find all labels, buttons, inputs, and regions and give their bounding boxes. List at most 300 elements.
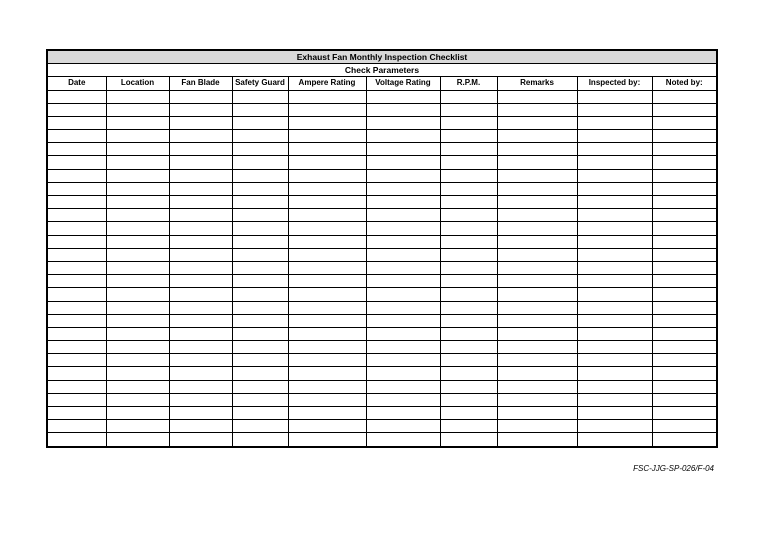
table-cell[interactable] [440, 261, 497, 274]
table-cell[interactable] [440, 301, 497, 314]
table-cell[interactable] [497, 143, 577, 156]
table-cell[interactable] [48, 433, 106, 446]
table-cell[interactable] [106, 314, 169, 327]
table-cell[interactable] [288, 248, 366, 261]
table-cell[interactable] [48, 116, 106, 129]
table-cell[interactable] [497, 354, 577, 367]
table-cell[interactable] [652, 261, 716, 274]
table-cell[interactable] [577, 261, 652, 274]
table-cell[interactable] [652, 90, 716, 103]
table-row [48, 116, 716, 129]
table-cell[interactable] [366, 182, 440, 195]
table-cell[interactable] [652, 116, 716, 129]
table-cell[interactable] [652, 301, 716, 314]
table-cell[interactable] [366, 301, 440, 314]
table-cell[interactable] [577, 380, 652, 393]
table-cell[interactable] [440, 327, 497, 340]
table-row [48, 380, 716, 393]
table-cell[interactable] [106, 393, 169, 406]
table-cell[interactable] [232, 130, 288, 143]
table-cell[interactable] [440, 407, 497, 420]
table-cell[interactable] [169, 116, 232, 129]
table-cell[interactable] [288, 169, 366, 182]
table-cell[interactable] [106, 103, 169, 116]
table-cell[interactable] [440, 156, 497, 169]
table-row [48, 261, 716, 274]
table-cell[interactable] [48, 275, 106, 288]
table-cell[interactable] [48, 169, 106, 182]
table-cell[interactable] [169, 288, 232, 301]
table-cell[interactable] [497, 261, 577, 274]
table-cell[interactable] [48, 182, 106, 195]
table-cell[interactable] [288, 433, 366, 446]
table-cell[interactable] [440, 235, 497, 248]
table-cell[interactable] [48, 143, 106, 156]
table-cell[interactable] [288, 222, 366, 235]
table-cell[interactable] [577, 393, 652, 406]
table-cell[interactable] [106, 235, 169, 248]
table-cell[interactable] [48, 103, 106, 116]
table-cell[interactable] [48, 209, 106, 222]
table-cell[interactable] [106, 196, 169, 209]
table-cell[interactable] [652, 103, 716, 116]
table-cell[interactable] [106, 275, 169, 288]
table-cell[interactable] [288, 90, 366, 103]
table-cell[interactable] [652, 182, 716, 195]
table-cell[interactable] [169, 103, 232, 116]
table-cell[interactable] [169, 275, 232, 288]
table-cell[interactable] [232, 222, 288, 235]
table-cell[interactable] [497, 314, 577, 327]
table-cell[interactable] [497, 248, 577, 261]
table-cell[interactable] [366, 116, 440, 129]
table-cell[interactable] [48, 288, 106, 301]
table-cell[interactable] [497, 209, 577, 222]
table-cell[interactable] [169, 380, 232, 393]
table-cell[interactable] [440, 420, 497, 433]
table-cell[interactable] [366, 380, 440, 393]
table-cell[interactable] [577, 90, 652, 103]
table-cell[interactable] [652, 288, 716, 301]
table-cell[interactable] [440, 275, 497, 288]
table-cell[interactable] [577, 196, 652, 209]
table-cell[interactable] [232, 407, 288, 420]
table-cell[interactable] [366, 275, 440, 288]
table-cell[interactable] [577, 327, 652, 340]
table-cell[interactable] [232, 341, 288, 354]
table-cell[interactable] [652, 248, 716, 261]
table-cell[interactable] [497, 90, 577, 103]
table-cell[interactable] [577, 288, 652, 301]
table-cell[interactable] [288, 116, 366, 129]
table-cell[interactable] [440, 354, 497, 367]
table-cell[interactable] [497, 433, 577, 446]
table-row [48, 90, 716, 103]
table-cell[interactable] [366, 143, 440, 156]
table-cell[interactable] [577, 182, 652, 195]
table-cell[interactable] [288, 380, 366, 393]
table-cell[interactable] [232, 327, 288, 340]
table-cell[interactable] [232, 261, 288, 274]
table-cell[interactable] [366, 248, 440, 261]
table-cell[interactable] [577, 156, 652, 169]
table-cell[interactable] [288, 341, 366, 354]
table-cell[interactable] [366, 393, 440, 406]
table-cell[interactable] [288, 314, 366, 327]
table-cell[interactable] [577, 222, 652, 235]
table-cell[interactable] [497, 367, 577, 380]
table-row [48, 275, 716, 288]
table-cell[interactable] [288, 261, 366, 274]
table-cell[interactable] [106, 341, 169, 354]
table-row [48, 156, 716, 169]
table-cell[interactable] [288, 235, 366, 248]
table-cell[interactable] [440, 143, 497, 156]
table-cell[interactable] [232, 354, 288, 367]
table-row [48, 182, 716, 195]
table-row [48, 222, 716, 235]
table-cell[interactable] [106, 130, 169, 143]
table-cell[interactable] [577, 209, 652, 222]
table-cell[interactable] [440, 380, 497, 393]
table-cell[interactable] [106, 367, 169, 380]
checklist-table [48, 77, 716, 446]
table-cell[interactable] [497, 393, 577, 406]
table-cell[interactable] [440, 130, 497, 143]
table-cell[interactable] [440, 116, 497, 129]
column-header-row [48, 77, 716, 90]
table-cell[interactable] [48, 235, 106, 248]
table-cell[interactable] [440, 103, 497, 116]
table-cell[interactable] [440, 433, 497, 446]
table-cell[interactable] [652, 420, 716, 433]
table-row [48, 327, 716, 340]
table-cell[interactable] [366, 327, 440, 340]
table-cell[interactable] [106, 222, 169, 235]
table-cell[interactable] [440, 393, 497, 406]
table-cell[interactable] [366, 156, 440, 169]
table-cell[interactable] [232, 248, 288, 261]
table-cell[interactable] [366, 341, 440, 354]
table-row [48, 248, 716, 261]
table-cell[interactable] [288, 407, 366, 420]
table-cell[interactable] [577, 103, 652, 116]
table-cell[interactable] [577, 235, 652, 248]
table-cell[interactable] [169, 248, 232, 261]
table-cell[interactable] [577, 407, 652, 420]
table-cell[interactable] [48, 341, 106, 354]
table-cell[interactable] [288, 103, 366, 116]
table-cell[interactable] [440, 169, 497, 182]
table-cell[interactable] [577, 367, 652, 380]
table-cell[interactable] [652, 196, 716, 209]
table-row [48, 130, 716, 143]
table-cell[interactable] [366, 169, 440, 182]
table-cell[interactable] [577, 130, 652, 143]
table-cell[interactable] [48, 261, 106, 274]
table-cell[interactable] [106, 433, 169, 446]
table-cell[interactable] [497, 156, 577, 169]
table-cell[interactable] [652, 367, 716, 380]
table-cell[interactable] [440, 367, 497, 380]
table-cell[interactable] [232, 209, 288, 222]
table-cell[interactable] [288, 420, 366, 433]
table-cell[interactable] [366, 90, 440, 103]
table-cell[interactable] [497, 380, 577, 393]
table-cell[interactable] [48, 301, 106, 314]
table-cell[interactable] [169, 433, 232, 446]
table-cell[interactable] [288, 182, 366, 195]
table-row [48, 393, 716, 406]
table-row [48, 433, 716, 446]
table-cell[interactable] [232, 367, 288, 380]
table-cell[interactable] [288, 209, 366, 222]
table-cell[interactable] [232, 196, 288, 209]
table-cell[interactable] [169, 90, 232, 103]
table-row [48, 103, 716, 116]
table-cell[interactable] [440, 222, 497, 235]
table-cell[interactable] [106, 143, 169, 156]
table-cell[interactable] [48, 327, 106, 340]
table-cell[interactable] [232, 143, 288, 156]
table-cell[interactable] [48, 367, 106, 380]
table-cell[interactable] [232, 288, 288, 301]
table-cell[interactable] [577, 433, 652, 446]
table-cell[interactable] [106, 90, 169, 103]
table-cell[interactable] [577, 143, 652, 156]
table-cell[interactable] [497, 169, 577, 182]
table-cell[interactable] [232, 380, 288, 393]
table-cell[interactable] [169, 143, 232, 156]
table-cell[interactable] [366, 407, 440, 420]
table-cell[interactable] [440, 196, 497, 209]
table-cell[interactable] [169, 341, 232, 354]
table-cell[interactable] [169, 130, 232, 143]
table-cell[interactable] [366, 235, 440, 248]
table-cell[interactable] [48, 380, 106, 393]
table-cell[interactable] [652, 407, 716, 420]
table-cell[interactable] [497, 420, 577, 433]
column-header-voltage-rating: Voltage Rating [366, 77, 440, 90]
table-row [48, 407, 716, 420]
table-cell[interactable] [497, 275, 577, 288]
table-cell[interactable] [366, 222, 440, 235]
table-cell[interactable] [652, 143, 716, 156]
column-header-safety-guard: Safety Guard [232, 77, 288, 90]
table-cell[interactable] [169, 235, 232, 248]
table-cell[interactable] [106, 261, 169, 274]
table-cell[interactable] [497, 301, 577, 314]
table-cell[interactable] [169, 156, 232, 169]
table-cell[interactable] [48, 393, 106, 406]
column-header-fan-blade: Fan Blade [169, 77, 232, 90]
table-cell[interactable] [106, 380, 169, 393]
table-cell[interactable] [288, 393, 366, 406]
table-cell[interactable] [497, 327, 577, 340]
table-cell[interactable] [577, 301, 652, 314]
table-cell[interactable] [440, 314, 497, 327]
table-cell[interactable] [288, 301, 366, 314]
table-cell[interactable] [232, 433, 288, 446]
table-cell[interactable] [366, 433, 440, 446]
table-cell[interactable] [48, 354, 106, 367]
table-cell[interactable] [169, 407, 232, 420]
table-cell[interactable] [106, 420, 169, 433]
table-cell[interactable] [106, 182, 169, 195]
table-cell[interactable] [232, 182, 288, 195]
table-cell[interactable] [106, 248, 169, 261]
table-cell[interactable] [48, 248, 106, 261]
table-cell[interactable] [440, 341, 497, 354]
table-cell[interactable] [169, 420, 232, 433]
table-row [48, 209, 716, 222]
table-cell[interactable] [577, 354, 652, 367]
table-cell[interactable] [169, 367, 232, 380]
table-cell[interactable] [366, 367, 440, 380]
table-cell[interactable] [48, 90, 106, 103]
table-cell[interactable] [169, 169, 232, 182]
table-cell[interactable] [497, 130, 577, 143]
table-cell[interactable] [288, 288, 366, 301]
table-cell[interactable] [366, 354, 440, 367]
table-cell[interactable] [232, 116, 288, 129]
table-cell[interactable] [652, 222, 716, 235]
table-cell[interactable] [577, 169, 652, 182]
table-cell[interactable] [48, 314, 106, 327]
table-cell[interactable] [48, 196, 106, 209]
table-cell[interactable] [652, 433, 716, 446]
table-cell[interactable] [288, 143, 366, 156]
table-cell[interactable] [106, 116, 169, 129]
table-cell[interactable] [652, 341, 716, 354]
table-cell[interactable] [366, 420, 440, 433]
table-row [48, 143, 716, 156]
table-cell[interactable] [577, 341, 652, 354]
table-cell[interactable] [169, 301, 232, 314]
table-cell[interactable] [232, 420, 288, 433]
table-cell[interactable] [288, 367, 366, 380]
table-row [48, 341, 716, 354]
table-row [48, 235, 716, 248]
table-cell[interactable] [232, 275, 288, 288]
table-cell[interactable] [106, 327, 169, 340]
table-cell[interactable] [577, 314, 652, 327]
table-cell[interactable] [169, 327, 232, 340]
table-cell[interactable] [288, 354, 366, 367]
table-cell[interactable] [106, 209, 169, 222]
column-header-date: Date [48, 77, 106, 90]
table-cell[interactable] [497, 116, 577, 129]
table-cell[interactable] [232, 169, 288, 182]
table-cell[interactable] [169, 314, 232, 327]
table-cell[interactable] [106, 354, 169, 367]
table-cell[interactable] [232, 301, 288, 314]
table-cell[interactable] [440, 248, 497, 261]
table-cell[interactable] [652, 380, 716, 393]
table-cell[interactable] [288, 327, 366, 340]
table-cell[interactable] [440, 288, 497, 301]
table-cell[interactable] [169, 261, 232, 274]
table-cell[interactable] [106, 156, 169, 169]
table-cell[interactable] [497, 235, 577, 248]
table-cell[interactable] [48, 407, 106, 420]
table-cell[interactable] [497, 196, 577, 209]
table-cell[interactable] [48, 130, 106, 143]
table-cell[interactable] [366, 314, 440, 327]
table-cell[interactable] [497, 103, 577, 116]
table-cell[interactable] [232, 235, 288, 248]
table-cell[interactable] [497, 407, 577, 420]
table-cell[interactable] [577, 275, 652, 288]
table-cell[interactable] [366, 196, 440, 209]
column-header-remarks: Remarks [497, 77, 577, 90]
table-cell[interactable] [169, 222, 232, 235]
table-cell[interactable] [652, 130, 716, 143]
table-cell[interactable] [232, 393, 288, 406]
table-cell[interactable] [48, 156, 106, 169]
table-cell[interactable] [106, 407, 169, 420]
table-cell[interactable] [497, 222, 577, 235]
table-cell[interactable] [652, 169, 716, 182]
table-cell[interactable] [577, 116, 652, 129]
table-cell[interactable] [652, 393, 716, 406]
table-cell[interactable] [652, 156, 716, 169]
table-cell[interactable] [106, 301, 169, 314]
table-cell[interactable] [366, 209, 440, 222]
table-cell[interactable] [48, 222, 106, 235]
table-cell[interactable] [652, 275, 716, 288]
column-header-inspected-by: Inspected by: [577, 77, 652, 90]
table-cell[interactable] [577, 420, 652, 433]
table-cell[interactable] [288, 275, 366, 288]
table-cell[interactable] [169, 354, 232, 367]
table-cell[interactable] [232, 156, 288, 169]
table-cell[interactable] [440, 182, 497, 195]
table-cell[interactable] [106, 169, 169, 182]
table-cell[interactable] [497, 182, 577, 195]
table-cell[interactable] [288, 156, 366, 169]
table-cell[interactable] [440, 209, 497, 222]
table-cell[interactable] [232, 314, 288, 327]
table-cell[interactable] [366, 103, 440, 116]
table-cell[interactable] [169, 182, 232, 195]
table-cell[interactable] [366, 288, 440, 301]
table-cell[interactable] [440, 90, 497, 103]
table-cell[interactable] [652, 209, 716, 222]
table-cell[interactable] [652, 235, 716, 248]
table-cell[interactable] [169, 393, 232, 406]
table-cell[interactable] [288, 130, 366, 143]
table-cell[interactable] [106, 288, 169, 301]
table-cell[interactable] [169, 196, 232, 209]
form-title: Exhaust Fan Monthly Inspection Checklist [48, 51, 716, 64]
table-cell[interactable] [497, 341, 577, 354]
table-cell[interactable] [232, 90, 288, 103]
table-cell[interactable] [366, 130, 440, 143]
table-cell[interactable] [652, 354, 716, 367]
column-header-location: Location [106, 77, 169, 90]
table-cell[interactable] [652, 314, 716, 327]
table-cell[interactable] [497, 288, 577, 301]
table-cell[interactable] [232, 103, 288, 116]
table-cell[interactable] [48, 420, 106, 433]
table-cell[interactable] [366, 261, 440, 274]
inspection-form [46, 49, 718, 448]
table-cell[interactable] [577, 248, 652, 261]
table-cell[interactable] [652, 327, 716, 340]
table-cell[interactable] [169, 209, 232, 222]
table-cell[interactable] [288, 196, 366, 209]
